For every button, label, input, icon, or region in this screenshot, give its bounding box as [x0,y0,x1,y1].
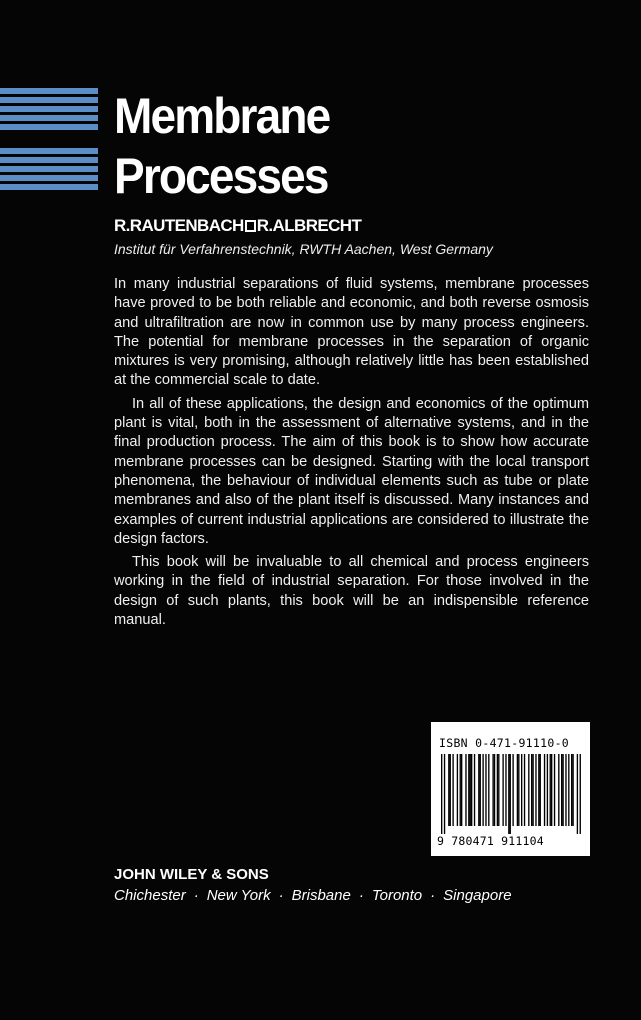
barcode-bar [468,754,469,826]
barcode-bar [450,754,451,826]
separator-box-icon [245,220,256,232]
barcode-bar [532,754,533,826]
barcode-bar [544,754,545,826]
book-title-line2: Processes [114,148,328,204]
isbn-barcode-box [431,722,590,856]
barcode-bar [460,754,461,826]
barcode-bar [538,754,539,826]
barcode-bar [492,754,493,826]
barcode-bar [444,754,445,834]
barcode-bar [502,754,503,826]
stripe [0,175,98,181]
stripe [0,157,98,163]
city: Brisbane [291,887,351,904]
barcode-bar [521,754,522,826]
barcode-bar [498,754,499,826]
barcode-bar [457,754,458,826]
barcode-bar [512,754,513,826]
barcode-bar [494,754,495,826]
barcode-bar [471,754,472,826]
barcode-bar [577,754,578,834]
barcode-bar [554,754,555,826]
barcode-bar [482,754,483,826]
city: New York [206,887,271,904]
institution: Institut für Verfahrenstechnik, RWTH Aachen, West Germany [114,241,493,257]
barcode-bar [558,754,559,826]
barcode-bar [508,754,509,834]
stripe [0,148,98,154]
description [114,275,589,634]
barcode-bar [535,754,536,826]
city: Toronto [371,887,423,904]
barcode-bar [580,754,581,834]
barcode-number: 9 780471 911104 [437,834,544,848]
barcode-bar [540,754,541,826]
barcode-bar [497,754,498,826]
barcode-bar [488,754,489,826]
barcode-bar [547,754,548,826]
bullet-separator: · [358,887,364,904]
description-paragraph-3: This book will be invaluable to all chemical and process engineers working in the field of industrial separation. For those involved in the design of such plants, this book will be an indispensible reference manual. [114,554,589,629]
barcode-bar [518,754,519,826]
barcode-bar [485,754,486,826]
bullet-separator: · [193,887,199,904]
bullet-separator: · [430,887,436,904]
barcode-icon [441,754,581,834]
book-title-line1: Membrane [114,88,330,144]
stripe [0,184,98,190]
stripe [0,88,98,94]
barcode-bar [531,754,532,826]
barcode-bar [478,754,479,826]
barcode-bar [517,754,518,826]
barcode-bar [528,754,529,826]
isbn-label: ISBN 0-471-91110-0 [439,736,570,750]
barcode-bar [474,754,475,826]
publisher-name: JOHN WILEY & SONS [114,866,269,883]
barcode-bar [480,754,481,826]
stripe [0,166,98,172]
stripe-group-bottom [0,148,98,193]
barcode-bar [550,754,551,826]
barcode-bar [572,754,573,826]
barcode-bar [470,754,471,826]
barcode-bar [568,754,569,826]
barcode-bar [510,754,511,834]
barcode-bar [524,754,525,826]
barcode-bar [571,754,572,826]
barcode-bar [565,754,566,826]
stripe [0,124,98,130]
city: Singapore [443,887,512,904]
publisher-cities [114,887,512,904]
barcode-bar [448,754,449,826]
stripe-group-top [0,88,98,133]
author-first: R.RAUTENBACH [114,216,244,235]
barcode-bar [561,754,562,826]
description-paragraph-1: In many industrial separations of fluid systems, membrane processes have proved to be both reliable and economic, and both reverse osmosis and ultrafiltration are now in common use by many process engineers. The potential for membrane processes in the separation of organic mixtures is very promising, although relatively little has been established at the commercial scale to date. [114,276,589,389]
stripe [0,97,98,103]
author-second: R.ALBRECHT [256,216,362,235]
barcode-bar [505,754,506,826]
barcode-bar [465,754,466,826]
city: Chichester [114,887,186,904]
barcode-bar [452,754,453,826]
stripe [0,106,98,112]
barcode-bar [461,754,462,826]
description-paragraph-2: In all of these applications, the design and economics of the optimum plant is vital, both in the assessment of alternative systems, and in the final production process. The aim of this book is to show how accurate membrane processes can be designed. Starting with the local transport phenomena, the behaviour of individual elements such as tube or plate membranes and also of the plant itself is discussed. Many instances and examples of current industrial applications are considered to illustrate the design factors. [114,395,589,547]
barcode-bar [441,754,442,834]
authors [114,216,361,236]
barcode-bar [551,754,552,826]
bullet-separator: · [278,887,284,904]
barcode-bar [562,754,563,826]
stripe [0,115,98,121]
